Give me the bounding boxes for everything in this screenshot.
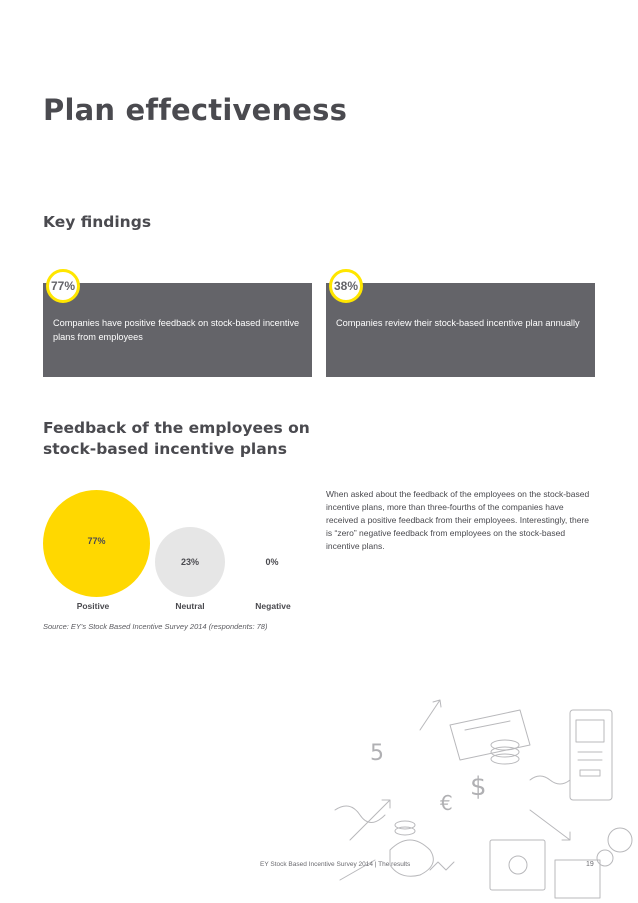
category-label-negative: Negative [255,601,291,611]
page-title: Plan effectiveness [43,93,348,127]
category-label-neutral: Neutral [175,601,205,611]
bubble-negative [252,548,292,576]
category-label-positive: Positive [76,601,110,611]
finding-text-1: Companies have positive feedback on stock-based incentive plans from employees [53,318,300,342]
finding-card-2 [326,283,595,377]
feedback-heading-line1: Feedback of the employees on [43,419,310,437]
source-note: Source: EY's Stock Based Incentive Survey 2014 (respondents: 78) [43,622,268,631]
key-findings-heading: Key findings [43,213,152,231]
atm-screen-drawing [576,720,604,742]
footer-text: EY Stock Based Incentive Survey 2014 | The results [260,861,411,868]
bubble-positive-label: 77% [87,535,106,546]
page-number: 19 [586,861,594,868]
feedback-heading-line2: stock-based incentive plans [43,440,287,458]
svg-text:$: $ [470,772,487,802]
svg-text:€: € [440,791,453,815]
feedback-heading [43,418,310,460]
finding-card-1 [43,283,312,377]
doodle-illustration [330,690,638,903]
safe-drawing [490,840,545,890]
bubble-neutral [155,527,225,597]
feedback-paragraph: When asked about the feedback of the employees on the stock-based incentive plans, more than three-fourths of the companies have received a positive feedback from their employees. Interestingly, there is “zero” negative feedback from employees on the stock-based incentive plans. [326,489,590,551]
finding-percent-badge-1: 77% [46,269,80,303]
finding-text-2: Companies review their stock-based incentive plan annually [336,318,580,328]
finding-percent-badge-2: 38% [329,269,363,303]
bubble-negative-label: 0% [265,557,279,567]
banknote-drawing [450,710,530,760]
bubble-neutral-label: 23% [180,557,199,567]
svg-text:5: 5 [370,741,384,766]
bubble-positive [43,490,150,597]
